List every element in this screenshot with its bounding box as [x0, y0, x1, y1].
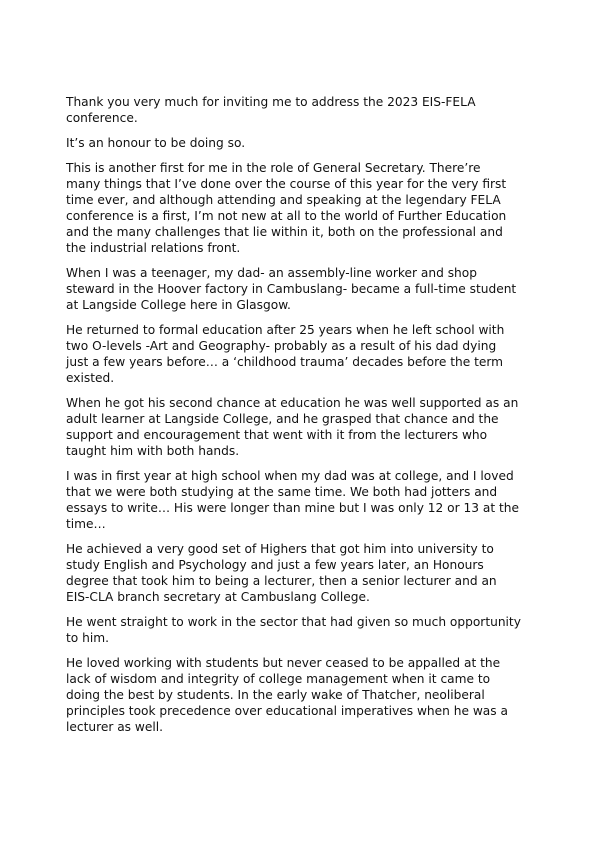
paragraph-2: It’s an honour to be doing so. [66, 136, 246, 150]
paragraph-6: When he got his second chance at education he was well supported as an adult learner at Langside College, and he grasped that chance and the support and encouragement that went with it from the lecturers who taught him with both hands. [66, 396, 519, 458]
document-body [66, 94, 530, 744]
paragraph-9: He went straight to work in the sector that had given so much opportunity to him. [66, 615, 521, 645]
paragraph-10: He loved working with students but never ceased to be appalled at the lack of wisdom and integrity of college management when it came to doing the best by students. In the early wake of Thatcher, neoliberal principles took precedence over educational imperatives when he was a lecturer as well. [66, 656, 508, 734]
paragraph-8: He achieved a very good set of Highers that got him into university to study English and Psychology and just a few years later, an Honours degree that took him to being a lecturer, then a senior lecturer and an EIS-CLA branch secretary at Cambuslang College. [66, 542, 497, 604]
paragraph-1: Thank you very much for inviting me to address the 2023 EIS-FELA conference. [66, 95, 476, 125]
paragraph-3: This is another first for me in the role of General Secretary. There’re many things that I’ve done over the course of this year for the very first time ever, and although attending and speaking at the legendary FELA conference is a first, I’m not new at all to the world of Further Education and the many challenges that lie within it, both on the professional and the industrial relations front. [66, 161, 507, 255]
paragraph-5: He returned to formal education after 25 years when he left school with two O-levels -Art and Geography- probably as a result of his dad dying just a few years before… a ‘childhood trauma’ decades before the term existed. [66, 323, 505, 385]
paragraph-7: I was in first year at high school when my dad was at college, and I loved that we were both studying at the same time. We both had jotters and essays to write… His were longer than mine but I was only 12 or 13 at the time… [66, 469, 520, 531]
paragraph-4: When I was a teenager, my dad- an assembly-line worker and shop steward in the Hoover factory in Cambuslang- became a full-time student at Langside College here in Glasgow. [66, 266, 517, 312]
